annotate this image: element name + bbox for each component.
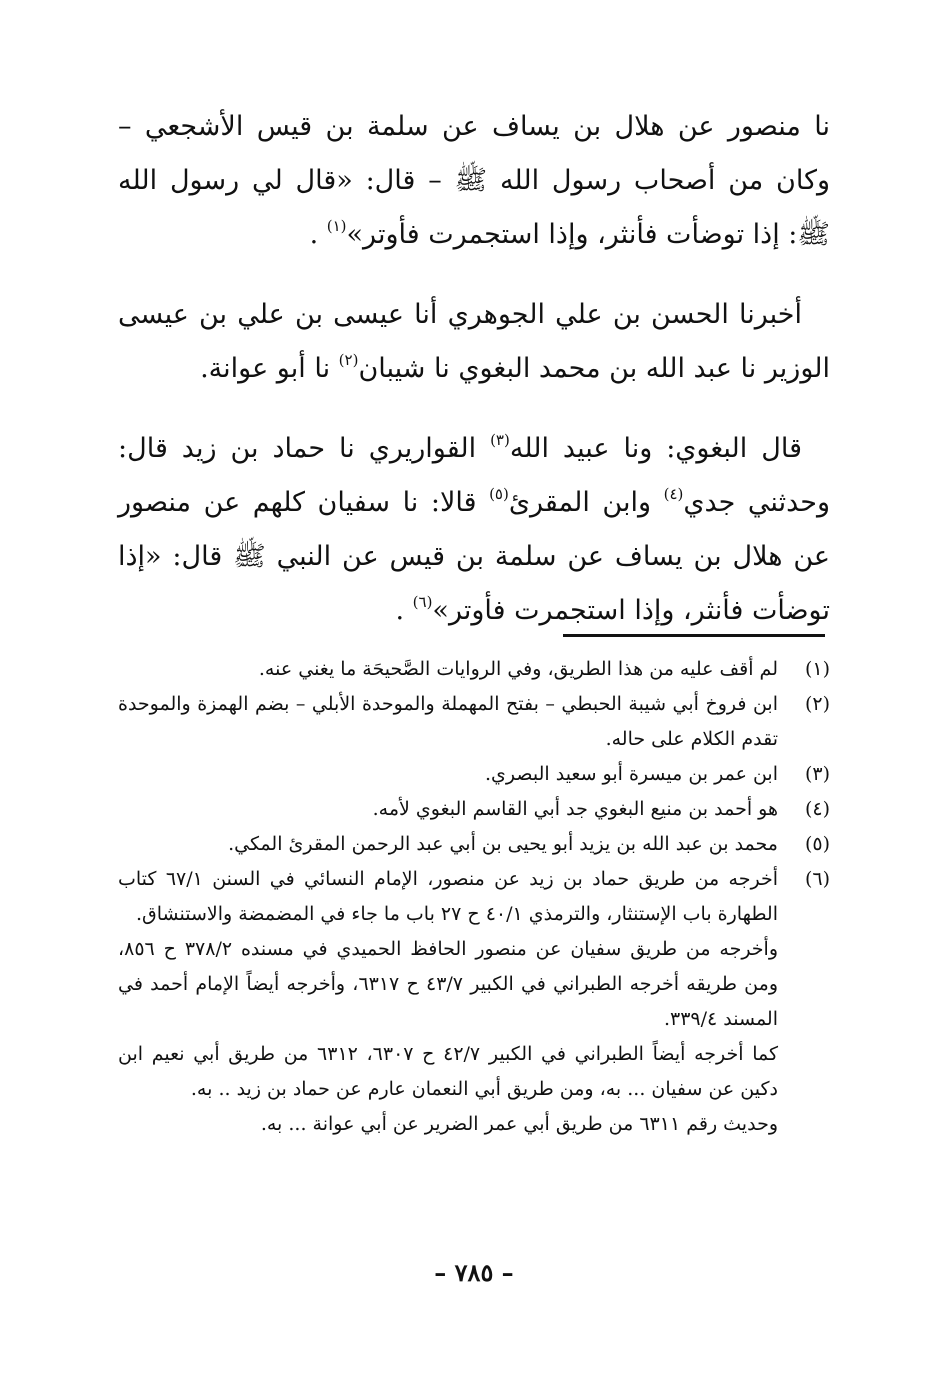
footnote-line: كما أخرجه أيضاً الطبراني في الكبير ٤٢/٧ ح ٦٣٠٧، ٦٣١٢ من طريق أبي نعيم ابن دكين عن سفيان ... به، ومن طريق أبي النعمان عارم عن حماد بن زيد .. به.	[118, 1043, 779, 1100]
footnote-text	[118, 652, 778, 687]
footnote-6	[118, 862, 830, 1142]
footnote-4	[118, 792, 830, 827]
paragraph-2	[118, 288, 830, 396]
footnote-text	[118, 827, 778, 862]
paragraph-1-end: .	[309, 219, 327, 250]
footnote-line: ابن عمر بن ميسرة أبو سعيد البصري.	[485, 763, 778, 785]
paragraph-3-text-d: قالا: نا سفيان كلهم عن منصور عن هلال بن يساف عن سلمة بن قيس عن النبي ﷺ قال: «إذا توضأت فأنثر، وإذا استجمرت فأوتر»	[118, 487, 830, 626]
footnote-ref-2: (٢)	[338, 351, 359, 369]
footnote-text	[118, 862, 778, 1142]
page-number: – ٧٨٥ –	[434, 1258, 514, 1287]
footnote-line: هو أحمد بن منيع البغوي جد أبي القاسم البغوي لأمه.	[372, 798, 778, 820]
footnote-ref-5: (٥)	[489, 485, 509, 503]
paragraph-1	[118, 100, 830, 262]
footnote-number: (١)	[804, 658, 830, 680]
footnote-2	[118, 687, 830, 757]
footnote-line: لم أقف عليه من هذا الطريق، وفي الروايات الصَّحيحَة ما يغني عنه.	[258, 658, 778, 680]
footnote-number: (٣)	[804, 763, 830, 785]
footnote-ref-3: (٣)	[490, 431, 510, 449]
paragraph-3	[118, 422, 830, 638]
main-text	[118, 100, 830, 664]
footnote-3	[118, 757, 830, 792]
footnote-ref-1: (١)	[326, 217, 347, 235]
paragraph-3-text-b: القواريري نا حماد بن زيد قال: وحدثني جدي	[118, 433, 830, 518]
paragraph-3-text-a: قال البغوي: ونا عبيد الله	[509, 433, 802, 464]
footnote-line: وحديث رقم ٦٣١١ من طريق أبي عمر الضرير عن أبي عوانة ... به.	[260, 1113, 778, 1135]
footnote-separator	[563, 634, 825, 637]
paragraph-2-end: نا أبو عوانة.	[200, 353, 339, 384]
footnote-text	[118, 792, 778, 827]
footnote-line: محمد بن عبد الله بن يزيد أبو يحيى بن أبي عبد الرحمن المقرئ المكي.	[228, 833, 778, 855]
footnotes	[118, 652, 830, 1142]
footnote-number: (٦)	[804, 868, 830, 890]
footnote-text	[118, 687, 778, 757]
footnote-line: ابن فروخ أبي شيبة الحبطي – بفتح المهملة والموحدة الأبلي – بضم الهمزة والموحدة تقدم الكلام على حاله.	[118, 693, 778, 750]
footnote-text	[118, 757, 778, 792]
paragraph-1-text: نا منصور عن هلال بن يساف عن سلمة بن قيس الأشجعي – وكان من أصحاب رسول الله ﷺ – قال: «قال لي رسول الله ﷺ: إذا توضأت فأنثر، وإذا استجمرت فأوتر»	[118, 111, 830, 250]
footnote-number: (٥)	[804, 833, 830, 855]
footnote-ref-6: (٦)	[412, 593, 433, 611]
footnote-5	[118, 827, 830, 862]
paragraph-3-end: .	[395, 595, 413, 626]
paragraph-2-text: أخبرنا الحسن بن علي الجوهري أنا عيسى بن علي بن عيسى الوزير نا عبد الله بن محمد البغوي نا شيبان	[118, 299, 830, 384]
footnote-number: (٤)	[804, 798, 830, 820]
footnote-line: أخرجه من طريق حماد بن زيد عن منصور، الإمام النسائي في السنن ٦٧/١ كتاب الطهارة باب الإستنثار، والترمذي ٤٠/١ ح ٢٧ باب ما جاء في المضمضة والاستنشاق.	[118, 868, 778, 925]
footnote-ref-4: (٤)	[663, 485, 684, 503]
paragraph-3-text-c: وابن المقرئ	[508, 487, 664, 518]
footnote-1	[118, 652, 830, 687]
footnote-number: (٢)	[804, 693, 830, 715]
footnote-line: وأخرجه من طريق سفيان عن منصور الحافظ الحميدي في مسنده ٣٧٨/٢ ح ٨٥٦، ومن طريقه أخرجه الطبراني في الكبير ٤٣/٧ ح ٦٣١٧، وأخرجه أيضاً الإمام أحمد في المسند ٣٣٩/٤.	[118, 938, 779, 1030]
